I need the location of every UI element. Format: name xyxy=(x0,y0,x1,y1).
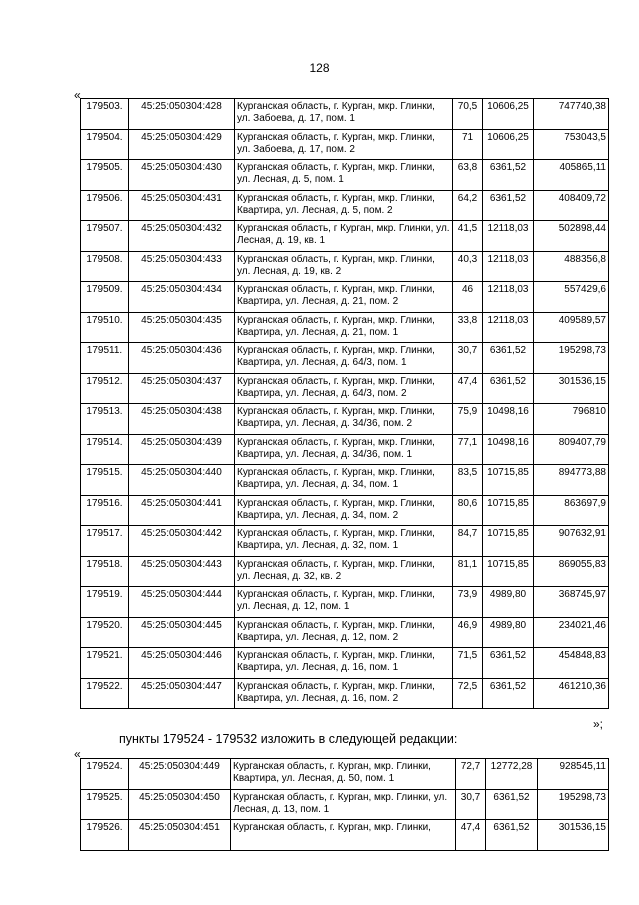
cadastral-number-cell: 45:25:050304:450 xyxy=(129,789,231,820)
total-value-cell: 747740,38 xyxy=(534,99,609,130)
unit-price-cell: 10498,16 xyxy=(483,434,534,465)
total-value-cell: 405865,11 xyxy=(534,160,609,191)
table-row xyxy=(81,221,609,252)
cadastral-number-cell: 45:25:050304:428 xyxy=(129,99,235,130)
cadastral-number-cell: 45:25:050304:442 xyxy=(129,526,235,557)
area-cell: 71 xyxy=(453,129,483,160)
total-value-cell: 488356,8 xyxy=(534,251,609,282)
cadastral-number-cell: 45:25:050304:429 xyxy=(129,129,235,160)
unit-price-cell: 12118,03 xyxy=(483,312,534,343)
unit-price-cell: 6361,52 xyxy=(483,343,534,374)
unit-price-cell: 4989,80 xyxy=(483,617,534,648)
unit-price-cell: 10606,25 xyxy=(483,99,534,130)
address-cell: Курганская область, г. Курган, мкр. Глинки, xyxy=(231,820,456,851)
address-cell: Курганская область, г. Курган, мкр. Глинки, ул. Лесная, д. 12, пом. 1 xyxy=(235,587,453,618)
unit-price-cell: 10606,25 xyxy=(483,129,534,160)
area-cell: 81,1 xyxy=(453,556,483,587)
row-number-cell: 179526. xyxy=(81,820,129,851)
table-row xyxy=(81,343,609,374)
table-row xyxy=(81,312,609,343)
address-cell: Курганская область, г. Курган, мкр. Глинки, Квартира, ул. Лесная, д. 64/3, пом. 2 xyxy=(235,373,453,404)
cadastral-number-cell: 45:25:050304:440 xyxy=(129,465,235,496)
total-value-cell: 502898,44 xyxy=(534,221,609,252)
table-row xyxy=(81,373,609,404)
page-number: 128 xyxy=(309,61,330,75)
cadastral-number-cell: 45:25:050304:447 xyxy=(129,678,235,709)
address-cell: Курганская область, г. Курган, мкр. Глинки, Квартира, ул. Лесная, д. 64/3, пом. 1 xyxy=(235,343,453,374)
row-number-cell: 179510. xyxy=(81,312,129,343)
total-value-cell: 557429,6 xyxy=(534,282,609,313)
total-value-cell: 195298,73 xyxy=(534,343,609,374)
area-cell: 40,3 xyxy=(453,251,483,282)
unit-price-cell: 6361,52 xyxy=(483,678,534,709)
total-value-cell: 454848,83 xyxy=(534,648,609,679)
row-number-cell: 179519. xyxy=(81,587,129,618)
address-cell: Курганская область, г. Курган, мкр. Глинки, ул. Забоева, д. 17, пом. 1 xyxy=(235,99,453,130)
address-cell: Курганская область, г. Курган, мкр. Глинки, Квартира, ул. Лесная, д. 50, пом. 1 xyxy=(231,759,456,790)
address-cell: Курганская область, г. Курган, мкр. Глинки, Квартира, ул. Лесная, д. 12, пом. 2 xyxy=(235,617,453,648)
area-cell: 80,6 xyxy=(453,495,483,526)
address-cell: Курганская область, г. Курган, мкр. Глинки, Квартира, ул. Лесная, д. 34/36, пом. 2 xyxy=(235,404,453,435)
area-cell: 71,5 xyxy=(453,648,483,679)
table-row xyxy=(81,526,609,557)
row-number-cell: 179521. xyxy=(81,648,129,679)
table-row xyxy=(81,282,609,313)
row-number-cell: 179504. xyxy=(81,129,129,160)
cadastral-number-cell: 45:25:050304:451 xyxy=(129,820,231,851)
table-row xyxy=(81,434,609,465)
cadastral-number-cell: 45:25:050304:438 xyxy=(129,404,235,435)
area-cell: 47,4 xyxy=(456,820,486,851)
cadastral-number-cell: 45:25:050304:443 xyxy=(129,556,235,587)
address-cell: Курганская область, г. Курган, мкр. Глинки, ул. Лесная, д. 5, пом. 1 xyxy=(235,160,453,191)
total-value-cell: 195298,73 xyxy=(538,789,609,820)
address-cell: Курганская область, г. Курган, мкр. Глинки, Квартира, ул. Лесная, д. 34/36, пом. 1 xyxy=(235,434,453,465)
total-value-cell: 809407,79 xyxy=(534,434,609,465)
address-cell: Курганская область, г. Курган, мкр. Глинки, Квартира, ул. Лесная, д. 21, пом. 2 xyxy=(235,282,453,313)
area-cell: 75,9 xyxy=(453,404,483,435)
row-number-cell: 179516. xyxy=(81,495,129,526)
cadastral-number-cell: 45:25:050304:446 xyxy=(129,648,235,679)
area-cell: 73,9 xyxy=(453,587,483,618)
total-value-cell: 301536,15 xyxy=(538,820,609,851)
unit-price-cell: 6361,52 xyxy=(483,648,534,679)
table-row xyxy=(81,99,609,130)
table-row xyxy=(81,678,609,709)
address-cell: Курганская область, г Курган, мкр. Глинки, ул. Лесная, д. 19, кв. 1 xyxy=(235,221,453,252)
table-row xyxy=(81,190,609,221)
total-value-cell: 461210,36 xyxy=(534,678,609,709)
area-cell: 72,5 xyxy=(453,678,483,709)
area-cell: 77,1 xyxy=(453,434,483,465)
row-number-cell: 179518. xyxy=(81,556,129,587)
table-row xyxy=(81,587,609,618)
table-row xyxy=(81,495,609,526)
cadastral-number-cell: 45:25:050304:449 xyxy=(129,759,231,790)
total-value-cell: 409589,57 xyxy=(534,312,609,343)
address-cell: Курганская область, г. Курган, мкр. Глинки, Квартира, ул. Лесная, д. 16, пом. 2 xyxy=(235,678,453,709)
closing-quote: »; xyxy=(593,717,604,731)
cadastral-number-cell: 45:25:050304:437 xyxy=(129,373,235,404)
cadastral-number-cell: 45:25:050304:436 xyxy=(129,343,235,374)
cadastral-number-cell: 45:25:050304:433 xyxy=(129,251,235,282)
address-cell: Курганская область, г. Курган, мкр. Глинки, Квартира, ул. Лесная, д. 21, пом. 1 xyxy=(235,312,453,343)
total-value-cell: 928545,11 xyxy=(538,759,609,790)
row-number-cell: 179511. xyxy=(81,343,129,374)
address-cell: Курганская область, г. Курган, мкр. Глинки, ул. Лесная, д. 13, пом. 1 xyxy=(231,789,456,820)
table-row xyxy=(81,251,609,282)
table-row xyxy=(81,129,609,160)
row-number-cell: 179512. xyxy=(81,373,129,404)
row-number-cell: 179525. xyxy=(81,789,129,820)
cadastral-number-cell: 45:25:050304:434 xyxy=(129,282,235,313)
unit-price-cell: 6361,52 xyxy=(486,789,538,820)
unit-price-cell: 10498,16 xyxy=(483,404,534,435)
address-cell: Курганская область, г. Курган, мкр. Глинки, Квартира, ул. Лесная, д. 32, пом. 1 xyxy=(235,526,453,557)
area-cell: 47,4 xyxy=(453,373,483,404)
unit-price-cell: 12118,03 xyxy=(483,251,534,282)
cadastral-number-cell: 45:25:050304:432 xyxy=(129,221,235,252)
cadastral-number-cell: 45:25:050304:445 xyxy=(129,617,235,648)
unit-price-cell: 6361,52 xyxy=(483,190,534,221)
property-table-2 xyxy=(80,758,609,851)
table-row xyxy=(81,404,609,435)
area-cell: 41,5 xyxy=(453,221,483,252)
area-cell: 64,2 xyxy=(453,190,483,221)
opening-quote: « xyxy=(74,88,81,102)
area-cell: 33,8 xyxy=(453,312,483,343)
address-cell: Курганская область, г. Курган, мкр. Глинки, Квартира, ул. Лесная, д. 34, пом. 1 xyxy=(235,465,453,496)
row-number-cell: 179507. xyxy=(81,221,129,252)
row-number-cell: 179506. xyxy=(81,190,129,221)
area-cell: 30,7 xyxy=(456,789,486,820)
total-value-cell: 796810 xyxy=(534,404,609,435)
unit-price-cell: 4989,80 xyxy=(483,587,534,618)
area-cell: 46,9 xyxy=(453,617,483,648)
unit-price-cell: 6361,52 xyxy=(486,820,538,851)
cadastral-number-cell: 45:25:050304:430 xyxy=(129,160,235,191)
total-value-cell: 869055,83 xyxy=(534,556,609,587)
row-number-cell: 179515. xyxy=(81,465,129,496)
unit-price-cell: 10715,85 xyxy=(483,526,534,557)
amendment-instruction: пункты 179524 - 179532 изложить в следующей редакции: xyxy=(119,732,458,746)
area-cell: 46 xyxy=(453,282,483,313)
row-number-cell: 179505. xyxy=(81,160,129,191)
row-number-cell: 179509. xyxy=(81,282,129,313)
unit-price-cell: 6361,52 xyxy=(483,373,534,404)
table-row xyxy=(81,648,609,679)
table-row xyxy=(81,789,609,820)
total-value-cell: 408409,72 xyxy=(534,190,609,221)
row-number-cell: 179524. xyxy=(81,759,129,790)
area-cell: 30,7 xyxy=(453,343,483,374)
total-value-cell: 753043,5 xyxy=(534,129,609,160)
table-row xyxy=(81,556,609,587)
unit-price-cell: 6361,52 xyxy=(483,160,534,191)
opening-quote-2: « xyxy=(74,747,81,761)
cadastral-number-cell: 45:25:050304:431 xyxy=(129,190,235,221)
unit-price-cell: 10715,85 xyxy=(483,495,534,526)
area-cell: 84,7 xyxy=(453,526,483,557)
unit-price-cell: 12118,03 xyxy=(483,282,534,313)
table-row xyxy=(81,465,609,496)
row-number-cell: 179513. xyxy=(81,404,129,435)
row-number-cell: 179522. xyxy=(81,678,129,709)
row-number-cell: 179503. xyxy=(81,99,129,130)
cadastral-number-cell: 45:25:050304:444 xyxy=(129,587,235,618)
row-number-cell: 179517. xyxy=(81,526,129,557)
unit-price-cell: 10715,85 xyxy=(483,465,534,496)
row-number-cell: 179520. xyxy=(81,617,129,648)
table-row xyxy=(81,160,609,191)
address-cell: Курганская область, г. Курган, мкр. Глинки, ул. Лесная, д. 32, кв. 2 xyxy=(235,556,453,587)
area-cell: 70,5 xyxy=(453,99,483,130)
unit-price-cell: 12118,03 xyxy=(483,221,534,252)
table-row xyxy=(81,820,609,851)
address-cell: Курганская область, г. Курган, мкр. Глинки, Квартира, ул. Лесная, д. 34, пом. 2 xyxy=(235,495,453,526)
total-value-cell: 907632,91 xyxy=(534,526,609,557)
row-number-cell: 179508. xyxy=(81,251,129,282)
row-number-cell: 179514. xyxy=(81,434,129,465)
total-value-cell: 894773,88 xyxy=(534,465,609,496)
table-row xyxy=(81,759,609,790)
unit-price-cell: 12772,28 xyxy=(486,759,538,790)
unit-price-cell: 10715,85 xyxy=(483,556,534,587)
address-cell: Курганская область, г. Курган, мкр. Глинки, Квартира, ул. Лесная, д. 5, пом. 2 xyxy=(235,190,453,221)
cadastral-number-cell: 45:25:050304:435 xyxy=(129,312,235,343)
cadastral-number-cell: 45:25:050304:441 xyxy=(129,495,235,526)
address-cell: Курганская область, г. Курган, мкр. Глинки, Квартира, ул. Лесная, д. 16, пом. 1 xyxy=(235,648,453,679)
total-value-cell: 301536,15 xyxy=(534,373,609,404)
property-table-1 xyxy=(80,98,609,709)
area-cell: 72,7 xyxy=(456,759,486,790)
area-cell: 63,8 xyxy=(453,160,483,191)
area-cell: 83,5 xyxy=(453,465,483,496)
total-value-cell: 368745,97 xyxy=(534,587,609,618)
address-cell: Курганская область, г. Курган, мкр. Глинки, ул. Лесная, д. 19, кв. 2 xyxy=(235,251,453,282)
total-value-cell: 234021,46 xyxy=(534,617,609,648)
address-cell: Курганская область, г. Курган, мкр. Глинки, ул. Забоева, д. 17, пом. 2 xyxy=(235,129,453,160)
total-value-cell: 863697,9 xyxy=(534,495,609,526)
cadastral-number-cell: 45:25:050304:439 xyxy=(129,434,235,465)
table-row xyxy=(81,617,609,648)
